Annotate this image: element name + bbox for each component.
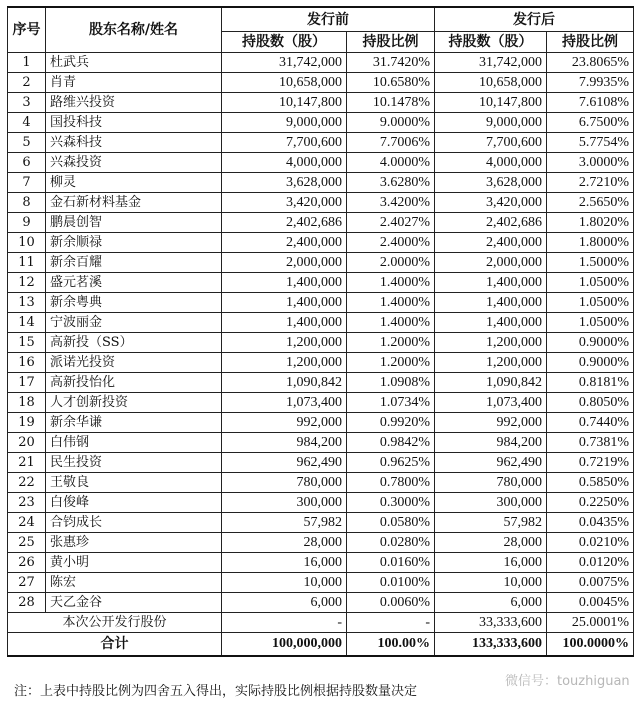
row-before-ratio: 1.4000% <box>347 273 435 293</box>
row-name: 兴森投资 <box>46 153 222 173</box>
row-after-ratio: 0.7381% <box>547 433 634 453</box>
row-name: 高新投（SS） <box>46 333 222 353</box>
row-name: 民生投资 <box>46 453 222 473</box>
row-name: 陈宏 <box>46 573 222 593</box>
row-name: 天乙金谷 <box>46 593 222 613</box>
row-before-ratio: 31.7420% <box>347 53 435 73</box>
table-row <box>8 53 634 73</box>
row-name: 人才创新投资 <box>46 393 222 413</box>
public-offering-row <box>8 613 634 633</box>
row-after-shares: 1,400,000 <box>435 293 547 313</box>
row-before-shares: 10,147,800 <box>222 93 347 113</box>
row-after-shares: 16,000 <box>435 553 547 573</box>
row-before-ratio: 1.0908% <box>347 373 435 393</box>
table-row <box>8 453 634 473</box>
row-before-shares: 1,400,000 <box>222 313 347 333</box>
row-before-ratio: 0.0060% <box>347 593 435 613</box>
row-seq: 23 <box>8 493 46 513</box>
row-before-ratio: 3.6280% <box>347 173 435 193</box>
before-issuance-header: 发行前 <box>222 7 435 32</box>
row-before-shares: 2,400,000 <box>222 233 347 253</box>
shareholding-table <box>7 6 634 657</box>
row-after-ratio: 0.0210% <box>547 533 634 553</box>
row-before-ratio: 9.0000% <box>347 113 435 133</box>
row-before-shares: 984,200 <box>222 433 347 453</box>
row-seq: 28 <box>8 593 46 613</box>
row-seq: 14 <box>8 313 46 333</box>
table-footnote: 注：上表中持股比例为四舍五入得出，实际持股比例根据持股数量决定 <box>14 684 418 699</box>
header-row-1 <box>8 7 634 32</box>
table-row <box>8 273 634 293</box>
row-before-shares: 10,658,000 <box>222 73 347 93</box>
row-after-ratio: 1.0500% <box>547 273 634 293</box>
total-before-shares: 100,000,000 <box>222 633 347 657</box>
row-after-ratio: 2.7210% <box>547 173 634 193</box>
public-offering-before-ratio: - <box>347 613 435 633</box>
row-name: 白俊峰 <box>46 493 222 513</box>
row-after-ratio: 7.6108% <box>547 93 634 113</box>
row-before-ratio: 0.0280% <box>347 533 435 553</box>
after-issuance-header: 发行后 <box>435 7 634 32</box>
row-seq: 22 <box>8 473 46 493</box>
row-before-shares: 57,982 <box>222 513 347 533</box>
table-row <box>8 233 634 253</box>
row-after-ratio: 1.5000% <box>547 253 634 273</box>
row-after-ratio: 1.0500% <box>547 293 634 313</box>
row-before-shares: 31,742,000 <box>222 53 347 73</box>
table-row <box>8 173 634 193</box>
table-row <box>8 473 634 493</box>
row-after-shares: 31,742,000 <box>435 53 547 73</box>
row-before-shares: 2,402,686 <box>222 213 347 233</box>
table-row <box>8 293 634 313</box>
after-shares-header: 持股数（股） <box>435 32 547 53</box>
total-after-shares: 133,333,600 <box>435 633 547 657</box>
row-name: 新余顺禄 <box>46 233 222 253</box>
row-seq: 15 <box>8 333 46 353</box>
row-after-shares: 3,420,000 <box>435 193 547 213</box>
row-after-ratio: 0.9000% <box>547 333 634 353</box>
row-name: 白伟钢 <box>46 433 222 453</box>
table-row <box>8 413 634 433</box>
row-before-shares: 10,000 <box>222 573 347 593</box>
row-after-shares: 1,400,000 <box>435 273 547 293</box>
row-after-shares: 1,200,000 <box>435 353 547 373</box>
row-name: 路维兴投资 <box>46 93 222 113</box>
row-after-shares: 1,200,000 <box>435 333 547 353</box>
total-row <box>8 633 634 657</box>
table-row <box>8 353 634 373</box>
row-name: 合钧成长 <box>46 513 222 533</box>
row-before-ratio: 2.4027% <box>347 213 435 233</box>
row-before-ratio: 0.0100% <box>347 573 435 593</box>
row-before-ratio: 0.3000% <box>347 493 435 513</box>
row-before-shares: 1,400,000 <box>222 293 347 313</box>
row-seq: 6 <box>8 153 46 173</box>
row-seq: 9 <box>8 213 46 233</box>
table-row <box>8 373 634 393</box>
row-before-ratio: 1.2000% <box>347 353 435 373</box>
row-before-shares: 16,000 <box>222 553 347 573</box>
row-after-shares: 10,147,800 <box>435 93 547 113</box>
row-after-shares: 57,982 <box>435 513 547 533</box>
row-seq: 10 <box>8 233 46 253</box>
row-before-ratio: 3.4200% <box>347 193 435 213</box>
row-seq: 11 <box>8 253 46 273</box>
table-row <box>8 193 634 213</box>
row-name: 鹏晨创智 <box>46 213 222 233</box>
table-row <box>8 553 634 573</box>
row-seq: 2 <box>8 73 46 93</box>
row-after-ratio: 0.8050% <box>547 393 634 413</box>
total-after-ratio: 100.0000% <box>547 633 634 657</box>
table-row <box>8 253 634 273</box>
row-before-ratio: 0.9920% <box>347 413 435 433</box>
public-offering-before-shares: - <box>222 613 347 633</box>
row-after-ratio: 0.7440% <box>547 413 634 433</box>
row-after-ratio: 0.2250% <box>547 493 634 513</box>
row-name: 张惠珍 <box>46 533 222 553</box>
table-row <box>8 213 634 233</box>
row-before-ratio: 1.4000% <box>347 293 435 313</box>
row-seq: 26 <box>8 553 46 573</box>
row-after-ratio: 23.8065% <box>547 53 634 73</box>
row-name: 宁波丽金 <box>46 313 222 333</box>
row-after-shares: 3,628,000 <box>435 173 547 193</box>
row-after-shares: 28,000 <box>435 533 547 553</box>
row-before-shares: 6,000 <box>222 593 347 613</box>
row-before-shares: 1,073,400 <box>222 393 347 413</box>
row-seq: 25 <box>8 533 46 553</box>
row-seq: 1 <box>8 53 46 73</box>
row-after-ratio: 1.8000% <box>547 233 634 253</box>
row-after-shares: 780,000 <box>435 473 547 493</box>
row-before-ratio: 10.1478% <box>347 93 435 113</box>
row-after-ratio: 2.5650% <box>547 193 634 213</box>
row-before-ratio: 7.7006% <box>347 133 435 153</box>
row-after-ratio: 0.7219% <box>547 453 634 473</box>
row-seq: 21 <box>8 453 46 473</box>
row-after-shares: 962,490 <box>435 453 547 473</box>
table-row <box>8 493 634 513</box>
row-after-shares: 2,402,686 <box>435 213 547 233</box>
row-before-ratio: 4.0000% <box>347 153 435 173</box>
total-before-ratio: 100.00% <box>347 633 435 657</box>
row-after-shares: 6,000 <box>435 593 547 613</box>
table-row <box>8 93 634 113</box>
row-name: 杜武兵 <box>46 53 222 73</box>
row-after-shares: 992,000 <box>435 413 547 433</box>
shareholder-rows <box>8 53 634 613</box>
public-offering-after-shares: 33,333,600 <box>435 613 547 633</box>
row-before-shares: 4,000,000 <box>222 153 347 173</box>
row-after-shares: 300,000 <box>435 493 547 513</box>
row-after-shares: 7,700,600 <box>435 133 547 153</box>
row-after-shares: 1,073,400 <box>435 393 547 413</box>
row-name: 黄小明 <box>46 553 222 573</box>
after-ratio-header: 持股比例 <box>547 32 634 53</box>
row-after-ratio: 5.7754% <box>547 133 634 153</box>
row-before-shares: 780,000 <box>222 473 347 493</box>
row-before-shares: 992,000 <box>222 413 347 433</box>
row-before-ratio: 10.6580% <box>347 73 435 93</box>
row-before-ratio: 2.4000% <box>347 233 435 253</box>
row-seq: 27 <box>8 573 46 593</box>
row-after-shares: 2,000,000 <box>435 253 547 273</box>
row-after-ratio: 0.0075% <box>547 573 634 593</box>
row-before-shares: 9,000,000 <box>222 113 347 133</box>
table-row <box>8 333 634 353</box>
row-seq: 24 <box>8 513 46 533</box>
row-seq: 7 <box>8 173 46 193</box>
row-name: 柳灵 <box>46 173 222 193</box>
row-before-ratio: 0.9625% <box>347 453 435 473</box>
row-after-ratio: 1.8020% <box>547 213 634 233</box>
row-before-shares: 3,420,000 <box>222 193 347 213</box>
row-name: 兴森科技 <box>46 133 222 153</box>
row-before-ratio: 0.7800% <box>347 473 435 493</box>
table-row <box>8 393 634 413</box>
table-row <box>8 593 634 613</box>
table-row <box>8 313 634 333</box>
row-seq: 20 <box>8 433 46 453</box>
row-seq: 18 <box>8 393 46 413</box>
row-before-ratio: 1.4000% <box>347 313 435 333</box>
row-name: 派诺光投资 <box>46 353 222 373</box>
row-before-shares: 3,628,000 <box>222 173 347 193</box>
row-name: 高新投怡化 <box>46 373 222 393</box>
row-after-ratio: 0.9000% <box>547 353 634 373</box>
row-before-ratio: 0.9842% <box>347 433 435 453</box>
total-label: 合计 <box>8 633 222 657</box>
row-before-shares: 1,400,000 <box>222 273 347 293</box>
row-before-ratio: 2.0000% <box>347 253 435 273</box>
row-after-shares: 9,000,000 <box>435 113 547 133</box>
row-name: 肖青 <box>46 73 222 93</box>
row-seq: 17 <box>8 373 46 393</box>
row-after-ratio: 3.0000% <box>547 153 634 173</box>
table-row <box>8 133 634 153</box>
row-after-shares: 10,000 <box>435 573 547 593</box>
row-name: 盛元茗溪 <box>46 273 222 293</box>
row-after-ratio: 0.0435% <box>547 513 634 533</box>
table-row <box>8 533 634 553</box>
row-seq: 3 <box>8 93 46 113</box>
col-name-header: 股东名称/姓名 <box>46 7 222 53</box>
row-after-ratio: 0.0120% <box>547 553 634 573</box>
table-row <box>8 153 634 173</box>
row-seq: 12 <box>8 273 46 293</box>
public-offering-after-ratio: 25.0001% <box>547 613 634 633</box>
row-after-shares: 1,400,000 <box>435 313 547 333</box>
row-after-shares: 4,000,000 <box>435 153 547 173</box>
shareholding-table-container <box>7 6 633 657</box>
row-after-ratio: 0.5850% <box>547 473 634 493</box>
row-before-ratio: 1.2000% <box>347 333 435 353</box>
row-before-shares: 2,000,000 <box>222 253 347 273</box>
row-before-ratio: 0.0160% <box>347 553 435 573</box>
row-after-shares: 1,090,842 <box>435 373 547 393</box>
row-after-ratio: 6.7500% <box>547 113 634 133</box>
row-after-shares: 10,658,000 <box>435 73 547 93</box>
row-seq: 13 <box>8 293 46 313</box>
row-seq: 4 <box>8 113 46 133</box>
row-name: 国投科技 <box>46 113 222 133</box>
public-offering-label: 本次公开发行股份 <box>8 613 222 633</box>
row-before-shares: 7,700,600 <box>222 133 347 153</box>
row-after-shares: 984,200 <box>435 433 547 453</box>
row-after-ratio: 1.0500% <box>547 313 634 333</box>
row-seq: 8 <box>8 193 46 213</box>
table-row <box>8 573 634 593</box>
table-row <box>8 73 634 93</box>
row-name: 新余百耀 <box>46 253 222 273</box>
before-ratio-header: 持股比例 <box>347 32 435 53</box>
row-seq: 16 <box>8 353 46 373</box>
row-seq: 19 <box>8 413 46 433</box>
row-after-ratio: 0.0045% <box>547 593 634 613</box>
row-after-shares: 2,400,000 <box>435 233 547 253</box>
row-before-shares: 1,200,000 <box>222 353 347 373</box>
row-before-shares: 962,490 <box>222 453 347 473</box>
table-row <box>8 513 634 533</box>
row-before-shares: 300,000 <box>222 493 347 513</box>
row-seq: 5 <box>8 133 46 153</box>
row-name: 王敬良 <box>46 473 222 493</box>
row-before-shares: 28,000 <box>222 533 347 553</box>
col-seq-header: 序号 <box>8 7 46 53</box>
row-name: 新余粤典 <box>46 293 222 313</box>
row-before-ratio: 0.0580% <box>347 513 435 533</box>
row-after-ratio: 0.8181% <box>547 373 634 393</box>
row-name: 新余华谦 <box>46 413 222 433</box>
table-row <box>8 433 634 453</box>
row-name: 金石新材料基金 <box>46 193 222 213</box>
row-before-ratio: 1.0734% <box>347 393 435 413</box>
table-row <box>8 113 634 133</box>
before-shares-header: 持股数（股） <box>222 32 347 53</box>
wechat-watermark: 微信号：touzhiguan <box>505 674 630 689</box>
row-before-shares: 1,200,000 <box>222 333 347 353</box>
row-after-ratio: 7.9935% <box>547 73 634 93</box>
row-before-shares: 1,090,842 <box>222 373 347 393</box>
